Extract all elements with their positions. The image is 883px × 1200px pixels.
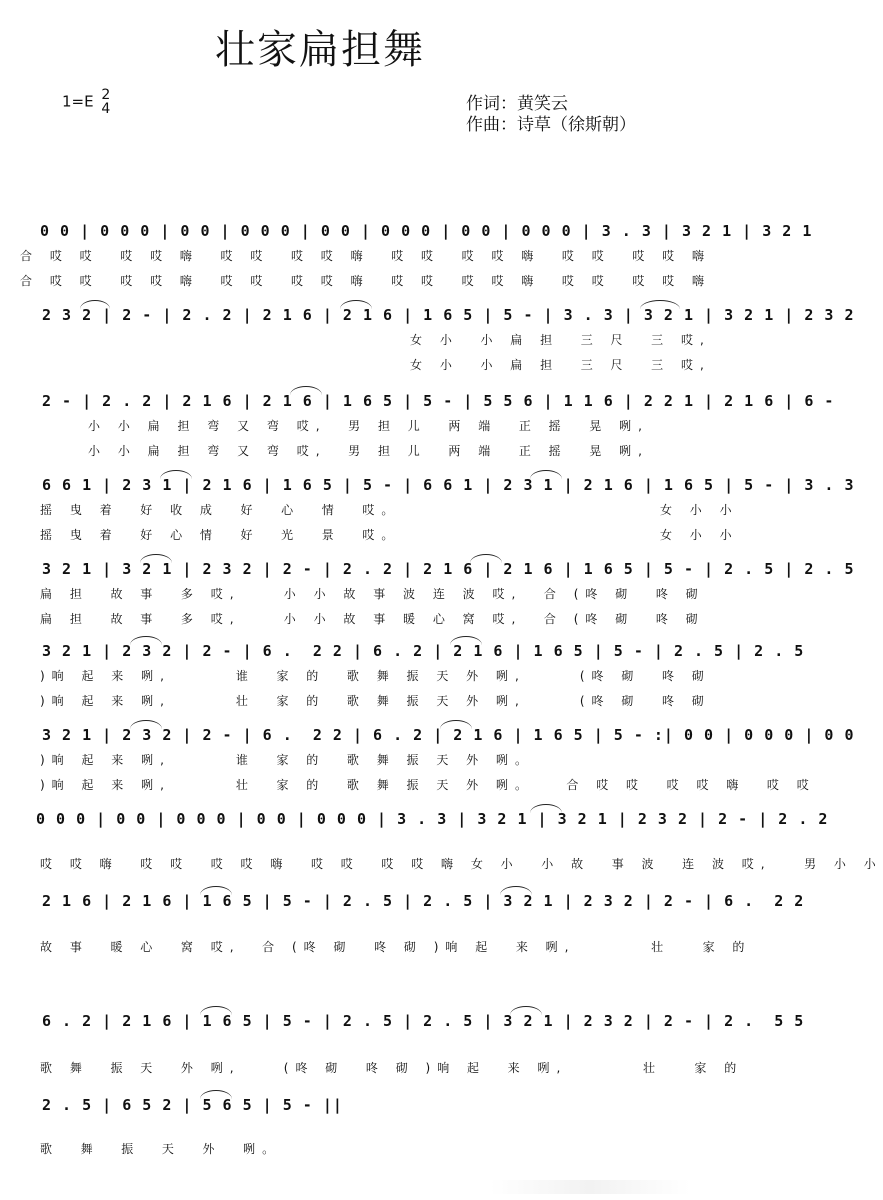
slur-mark <box>200 1090 232 1099</box>
slur-mark <box>340 300 372 309</box>
notes-text: 2 3 2 | 2 - | 2 . 2 | 2 1 6 | 2 1 6 | 1 6 5 | 5 - | 3 . 3 | 3 2 1 | 3 2 1 | 2 3 2 <box>42 306 855 324</box>
lyric-verse-1: 女 小 小 扁 担 三 尺 三 哎, <box>410 333 711 347</box>
key-signature <box>62 88 110 116</box>
notes-text: 0 0 0 | 0 0 | 0 0 0 | 0 0 | 0 0 0 | 3 . 3 | 3 2 1 | 3 2 1 | 2 3 2 | 2 - | 2 . 2 <box>36 810 829 828</box>
time-top: 2 <box>101 87 111 103</box>
lyric-verse-2: )响 起 来 咧, 壮 家 的 歌 舞 振 天 外 咧, (咚 砌 咚 砌 <box>40 694 711 708</box>
slur-mark <box>500 886 532 895</box>
slur-mark <box>130 636 162 645</box>
song-title: 壮家扁担舞 <box>215 27 425 73</box>
slur-mark <box>510 1006 542 1015</box>
lyric-verse-2: 小 小 扁 担 弯 又 弯 哎, 男 担 儿 两 端 正 摇 晃 咧, <box>88 444 649 458</box>
notes-text: 2 . 5 | 6 5 2 | 5 6 5 | 5 - || <box>42 1096 343 1114</box>
notes-text: 3 2 1 | 2 3 2 | 2 - | 6 . 2 2 | 6 . 2 | 2 1 6 | 1 6 5 | 5 - :| 0 0 | 0 0 0 | 0 0 <box>42 726 855 744</box>
lyric-verse-2: 扁 担 故 事 多 哎, 小 小 故 事 暖 心 窝 哎, 合 (咚 砌 咚 砌 <box>40 612 705 626</box>
notes-text: 2 - | 2 . 2 | 2 1 6 | 2 1 6 | 1 6 5 | 5 - | 5 5 6 | 1 1 6 | 2 2 1 | 2 1 6 | 6 - <box>42 392 835 410</box>
lyric-verse-2: )响 起 来 咧, 壮 家 的 歌 舞 振 天 外 咧。 合 哎 哎 哎 哎 嗨 哎 哎 <box>40 778 816 792</box>
lyricist: 作词：黄笑云 <box>466 94 568 114</box>
lyric-verse-1: 歌 舞 振 天 外 咧, (咚 砌 咚 砌 )响 起 来 咧, 壮 家 的 <box>40 1061 744 1075</box>
time-signature <box>101 88 110 116</box>
notes-text: 3 2 1 | 3 2 1 | 2 3 2 | 2 - | 2 . 2 | 2 1 6 | 2 1 6 | 1 6 5 | 5 - | 2 . 5 | 2 . 5 <box>42 560 855 578</box>
notes-row <box>0 810 829 840</box>
composer: 作曲：诗草（徐斯朝） <box>466 115 636 135</box>
notes-text: 2 1 6 | 2 1 6 | 1 6 5 | 5 - | 2 . 5 | 2 . 5 | 3 2 1 | 2 3 2 | 2 - | 6 . 2 2 <box>42 892 805 910</box>
slur-mark <box>470 554 502 563</box>
slur-mark <box>440 720 472 729</box>
credits <box>466 94 636 136</box>
lyric-verse-2: 摇 曳 着 好 心 情 好 光 景 哎。 女 小 小 <box>40 528 739 542</box>
time-bottom: 4 <box>101 101 111 117</box>
notes-text: 0 0 | 0 0 0 | 0 0 | 0 0 0 | 0 0 | 0 0 0 | 0 0 | 0 0 0 | 3 . 3 | 3 2 1 | 3 2 1 <box>40 222 813 240</box>
slur-mark <box>290 386 322 395</box>
lyric-verse-1: 小 小 扁 担 弯 又 弯 哎, 男 担 儿 两 端 正 摇 晃 咧, <box>88 419 649 433</box>
key-label: 1=E <box>62 92 94 111</box>
slur-mark <box>200 886 232 895</box>
slur-mark <box>130 720 162 729</box>
lyric-verse-2: 合 哎 哎 哎 哎 嗨 哎 哎 哎 哎 嗨 哎 哎 哎 哎 嗨 哎 哎 哎 哎 嗨 <box>20 274 711 288</box>
lyric-verse-1: 哎 哎 嗨 哎 哎 哎 哎 嗨 哎 哎 哎 哎 嗨 女 小 小 故 事 波 连 波 哎, 男 小 小 <box>40 857 883 871</box>
slur-mark <box>450 636 482 645</box>
lyric-verse-1: 扁 担 故 事 多 哎, 小 小 故 事 波 连 波 哎, 合 (咚 砌 咚 砌 <box>40 587 705 601</box>
notes-row <box>0 1096 700 1126</box>
watermark-strip <box>490 1180 690 1194</box>
notes-text: 6 6 1 | 2 3 1 | 2 1 6 | 1 6 5 | 5 - | 6 6 1 | 2 3 1 | 2 1 6 | 1 6 5 | 5 - | 3 . 3 <box>42 476 855 494</box>
slur-mark <box>160 470 192 479</box>
lyric-verse-2: 女 小 小 扁 担 三 尺 三 哎, <box>410 358 711 372</box>
slur-mark <box>80 300 110 309</box>
lyric-verse-1: 摇 曳 着 好 收 成 好 心 情 哎。 女 小 小 <box>40 503 739 517</box>
slur-mark <box>530 804 562 813</box>
lyric-verse-1: )响 起 来 咧, 谁 家 的 歌 舞 振 天 外 咧, (咚 砌 咚 砌 <box>40 669 711 683</box>
slur-mark <box>200 1006 232 1015</box>
slur-mark <box>640 300 680 309</box>
lyric-verse-1: )响 起 来 咧, 谁 家 的 歌 舞 振 天 外 咧。 <box>40 753 534 767</box>
slur-mark <box>530 470 562 479</box>
notes-row <box>0 892 805 922</box>
notes-text: 6 . 2 | 2 1 6 | 1 6 5 | 5 - | 2 . 5 | 2 . 5 | 3 2 1 | 2 3 2 | 2 - | 2 . 5 5 <box>42 1012 805 1030</box>
slur-mark <box>140 554 172 563</box>
lyric-verse-1: 故 事 暖 心 窝 哎, 合 (咚 砌 咚 砌 )响 起 来 咧, 壮 家 的 <box>40 940 752 954</box>
notes-row <box>0 1012 805 1042</box>
lyric-verse-1: 合 哎 哎 哎 哎 嗨 哎 哎 哎 哎 嗨 哎 哎 哎 哎 嗨 哎 哎 哎 哎 嗨 <box>20 249 711 263</box>
lyric-verse-1: 歌 舞 振 天 外 咧。 <box>40 1142 282 1156</box>
notes-text: 3 2 1 | 2 3 2 | 2 - | 6 . 2 2 | 6 . 2 | 2 1 6 | 1 6 5 | 5 - | 2 . 5 | 2 . 5 <box>42 642 805 660</box>
